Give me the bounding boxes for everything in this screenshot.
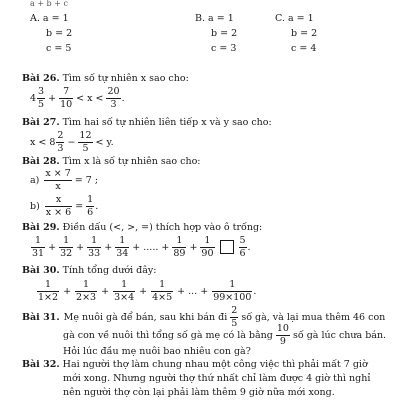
option-b-label: B. bbox=[195, 13, 206, 24]
exercise-29-rhs-fraction: $\frac{5}{6}$ bbox=[239, 235, 246, 259]
exercise-31-text-1b: số gà, và lại mua thêm 46 con bbox=[241, 311, 386, 323]
option-c bbox=[275, 11, 317, 56]
exercise-30-end: . bbox=[253, 285, 257, 297]
exercise-26-fraction-3: $\frac{20}{3}$ bbox=[107, 86, 120, 110]
option-a-value-a: a = 1 bbox=[42, 13, 69, 24]
exercise-31-text-1a: Mẹ nuôi gà để bán, sau khi bán đi bbox=[63, 311, 228, 323]
exercise-28-text: Tìm x là số tự nhiên sao cho: bbox=[62, 156, 201, 167]
option-a-label: A. bbox=[30, 13, 40, 24]
exercise-30-expression: $\frac{1}{1\times 2}$ + $\frac{1}{2\times 3}$ + $\frac{1}{3\times 4}$ + $\frac{1}{4\times 5}$ + ... + $\frac{1}{99\times 100}$ . bbox=[38, 279, 257, 303]
exercise-27-post: < y. bbox=[95, 136, 114, 148]
exercise-28-a-rhs: = 7 ; bbox=[74, 174, 99, 186]
exercise-30-text: Tính tổng dưới đây: bbox=[62, 265, 157, 276]
exercise-26-whole: 4 bbox=[30, 92, 37, 104]
exercise-27-fraction-2: $\frac{12}{5}$ bbox=[79, 130, 92, 154]
option-a bbox=[30, 11, 72, 56]
exercise-29-expression: $\frac{1}{31}$ + $\frac{1}{32}$ + $\frac{1}{33}$ + $\frac{1}{34}$ + ..... + $\frac{1}{89}$ + $\frac{1}{90}$ $\frac{5}{6}$ . bbox=[32, 235, 251, 259]
exercise-31-text-2b: số gà lúc chưa bán. bbox=[292, 329, 387, 341]
exercise-32-line-2: mới xong. Nhưng người thợ thứ nhất chỉ làm được 4 giờ thì nghỉ bbox=[63, 373, 371, 384]
exercise-31-text-2a: gà con về nuôi thì tổng số gà mẹ có là bằng bbox=[63, 329, 273, 341]
exercise-29-term-89: $\frac{1}{89}$ bbox=[173, 235, 186, 259]
exercise-28-b-rhs-fraction: $\frac{1}{6}$ bbox=[87, 194, 94, 218]
exercise-26-end: . bbox=[121, 92, 125, 104]
option-a-value-c: c = 5 bbox=[46, 43, 72, 54]
exercise-29-answer-box[interactable] bbox=[220, 240, 234, 254]
exercise-30-term-2: $\frac{1}{2\times 3}$ bbox=[76, 279, 97, 303]
exercise-29-term-4: $\frac{1}{34}$ bbox=[116, 235, 129, 259]
exercise-27-inequality bbox=[30, 131, 114, 153]
exercise-27-text: Tìm hai số tự nhiên liên tiếp x và y sao cho: bbox=[62, 117, 272, 128]
exercise-28-title: Bài 28. bbox=[22, 156, 60, 167]
exercise-32-text-1: Hai người thợ làm chung nhau một công việc thì phải mất 7 giờ bbox=[62, 359, 368, 370]
exercise-29-term-90: $\frac{1}{90}$ bbox=[201, 235, 214, 259]
exercise-26-plus: + bbox=[48, 92, 57, 104]
option-a-value-b: b = 2 bbox=[46, 28, 73, 39]
exercise-26-text: Tìm số tự nhiên x sao cho: bbox=[62, 73, 189, 84]
exercise-28-b-equals: = bbox=[75, 200, 84, 212]
exercise-26-fraction-1: $\frac{3}{5}$ bbox=[38, 86, 45, 110]
exercise-28-heading bbox=[22, 156, 201, 167]
exercise-31-line-3: Hỏi lúc đầu mẹ nuôi bao nhiêu con gà? bbox=[63, 346, 251, 357]
exercise-30-term-1: $\frac{1}{1\times 2}$ bbox=[38, 279, 59, 303]
option-c-value-a: a = 1 bbox=[287, 13, 314, 24]
option-b bbox=[195, 11, 237, 56]
exercise-32-title: Bài 32. bbox=[22, 359, 60, 370]
exercise-26-middle: < x < bbox=[76, 92, 104, 104]
exercise-27-title: Bài 27. bbox=[22, 117, 60, 128]
exercise-28-b-end: . bbox=[95, 200, 99, 212]
exercise-30-title: Bài 30. bbox=[22, 265, 60, 276]
option-c-label: C. bbox=[275, 13, 285, 24]
exercise-26-inequality bbox=[30, 87, 125, 109]
option-b-value-c: c = 3 bbox=[211, 43, 237, 54]
option-c-value-b: b = 2 bbox=[291, 28, 318, 39]
exercise-31-fraction-1: $\frac{2}{5}$ bbox=[231, 305, 238, 329]
exercise-30-term-last: $\frac{1}{99\times 100}$ bbox=[213, 279, 252, 303]
exercise-26-heading bbox=[22, 73, 189, 84]
exercise-30-dots: + ... + bbox=[177, 285, 209, 297]
exercise-30-term-3: $\frac{1}{3\times 4}$ bbox=[114, 279, 135, 303]
exercise-32-line-1 bbox=[22, 359, 368, 370]
exercise-32-line-3: nên người thợ còn lại phải làm thêm 9 giờ nữa mới xong. bbox=[63, 387, 335, 398]
exercise-29-term-1: $\frac{1}{31}$ bbox=[32, 235, 45, 259]
exercise-31-line-2 bbox=[63, 324, 386, 346]
exercise-26-title: Bài 26. bbox=[22, 73, 60, 84]
exercise-28-part-b bbox=[30, 195, 98, 217]
cropped-fraction-denominator: a + b + c bbox=[30, 0, 68, 8]
exercise-28-a-label: a) bbox=[30, 174, 40, 186]
exercise-29-term-3: $\frac{1}{33}$ bbox=[88, 235, 101, 259]
exercise-31-fraction-2: $\frac{10}{9}$ bbox=[276, 323, 289, 347]
exercise-29-title: Bài 29. bbox=[22, 222, 60, 233]
exercise-28-b-label: b) bbox=[30, 200, 40, 212]
option-b-value-b: b = 2 bbox=[211, 28, 238, 39]
exercise-27-pre: x < 8 bbox=[30, 136, 56, 148]
exercise-27-minus: − bbox=[67, 136, 76, 148]
exercise-29-term-2: $\frac{1}{32}$ bbox=[60, 235, 73, 259]
exercise-28-b-fraction: $\frac{x}{x \times 6}$ bbox=[45, 194, 72, 218]
exercise-29-heading bbox=[22, 222, 262, 233]
exercise-28-part-a bbox=[30, 169, 98, 191]
exercise-26-fraction-2: $\frac{7}{10}$ bbox=[60, 86, 73, 110]
exercise-31-title: Bài 31. bbox=[22, 311, 60, 323]
option-b-value-a: a = 1 bbox=[208, 13, 234, 24]
exercise-29-end: . bbox=[247, 241, 251, 253]
option-c-value-c: c = 4 bbox=[291, 43, 317, 54]
exercise-30-heading bbox=[22, 265, 156, 276]
exercise-29-text: Điền dấu (<, >, =) thích hợp vào ô trống: bbox=[62, 222, 263, 233]
exercise-29-dots: + ..... + bbox=[132, 241, 170, 253]
exercise-30-term-4: $\frac{1}{4\times 5}$ bbox=[152, 279, 173, 303]
exercise-27-fraction-1: $\frac{2}{3}$ bbox=[57, 130, 64, 154]
exercise-27-heading bbox=[22, 117, 272, 128]
exercise-28-a-fraction: $\frac{x \times 7}{x}$ bbox=[45, 168, 71, 192]
